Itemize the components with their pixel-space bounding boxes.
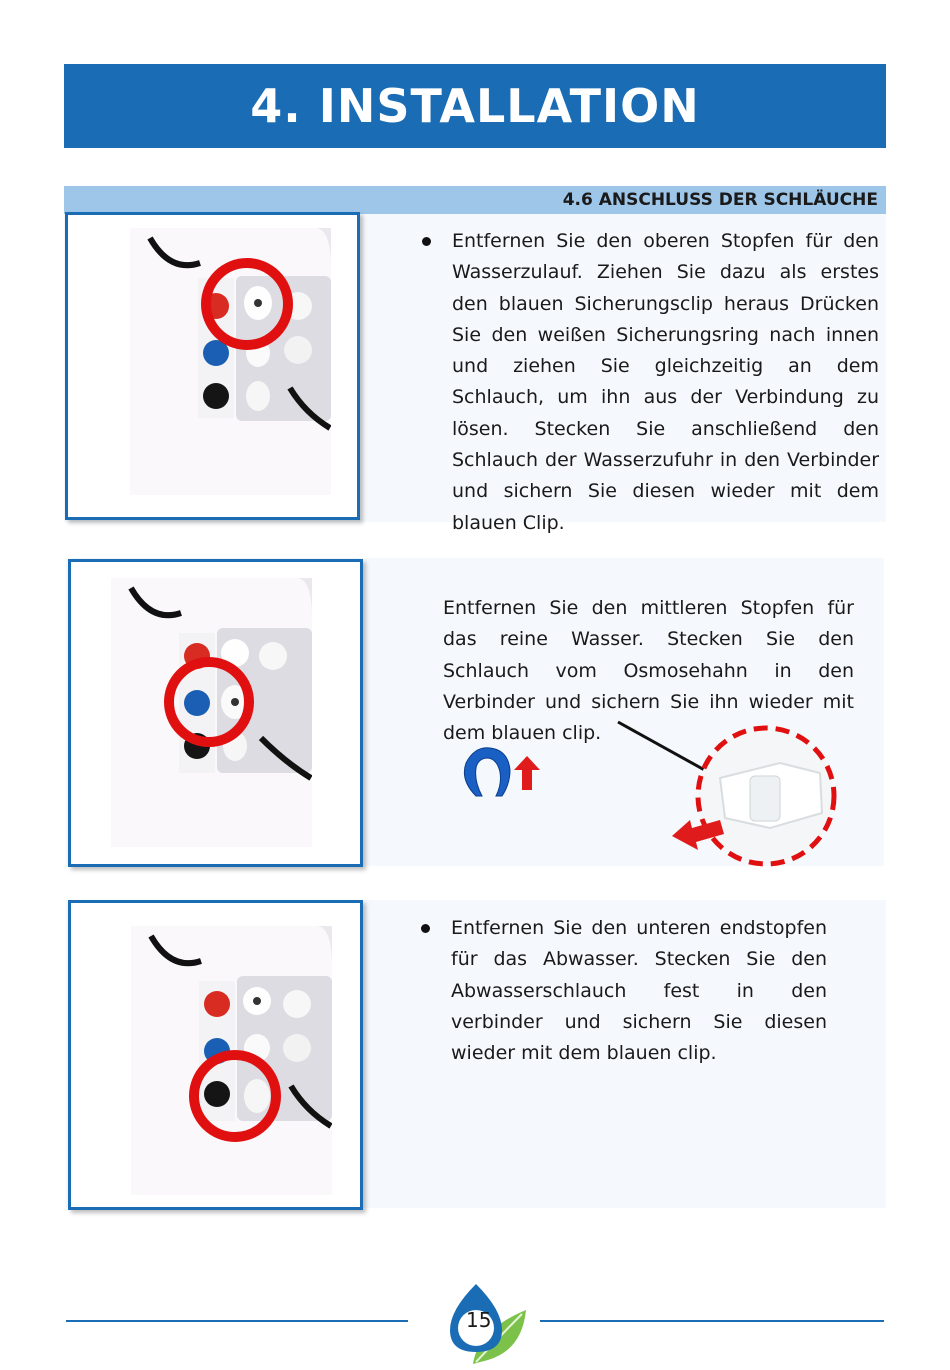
step-3-photo-frame	[68, 900, 363, 1210]
up-arrow-icon	[514, 756, 540, 790]
device-ports-image	[130, 228, 331, 495]
section-header-bar	[64, 186, 886, 214]
footer-line-right	[540, 1320, 884, 1322]
step-1-text: Entfernen Sie den oberen Stopfen für den Wasserzulauf. Ziehen Sie dazu als erstes den blauen Sicherungsclip heraus Drücken Sie den weißen Sicherungsring nach innen und ziehen Sie gleichzeitig an dem Schlauch, um ihn aus der Verbindung zu lösen. Stecken Sie anschließend den Schlauch der Wasserzufuhr in den Verbinder und sichern Sie diesen wieder mit dem blauen Clip.	[452, 230, 879, 534]
step-2-text: Entfernen Sie den mittleren Stopfen für das reine Wasser. Stecken Sie den Schlauch vom Osmosehahn in den Verbinder und sichern Sie ihn wieder mit dem blauen clip.	[443, 597, 854, 745]
step-2-photo	[111, 578, 312, 847]
step-1-bullet	[422, 237, 431, 246]
chapter-title-banner	[64, 64, 886, 148]
step-3-bullet	[421, 924, 430, 933]
step-3-photo	[131, 926, 332, 1195]
device-ports-image	[131, 926, 332, 1195]
blue-clip-icon	[464, 748, 510, 796]
device-ports-image	[111, 578, 312, 847]
clip-remove-illustration	[450, 718, 870, 868]
step-2-photo-frame	[68, 559, 363, 867]
chapter-title: 4. INSTALLATION	[250, 79, 700, 133]
page-number: 15	[466, 1308, 492, 1332]
step-1-photo-frame	[65, 212, 360, 520]
step-1-photo	[130, 228, 331, 495]
footer-line-left	[66, 1320, 408, 1322]
section-title: 4.6 ANSCHLUSS DER SCHLÄUCHE	[562, 190, 878, 210]
step-3-text: Entfernen Sie den unteren endstopfen für das Abwasser. Stecken Sie den Abwasserschlauch fest in den verbinder und sichern Sie diesen wieder mit dem blauen clip.	[451, 917, 827, 1065]
